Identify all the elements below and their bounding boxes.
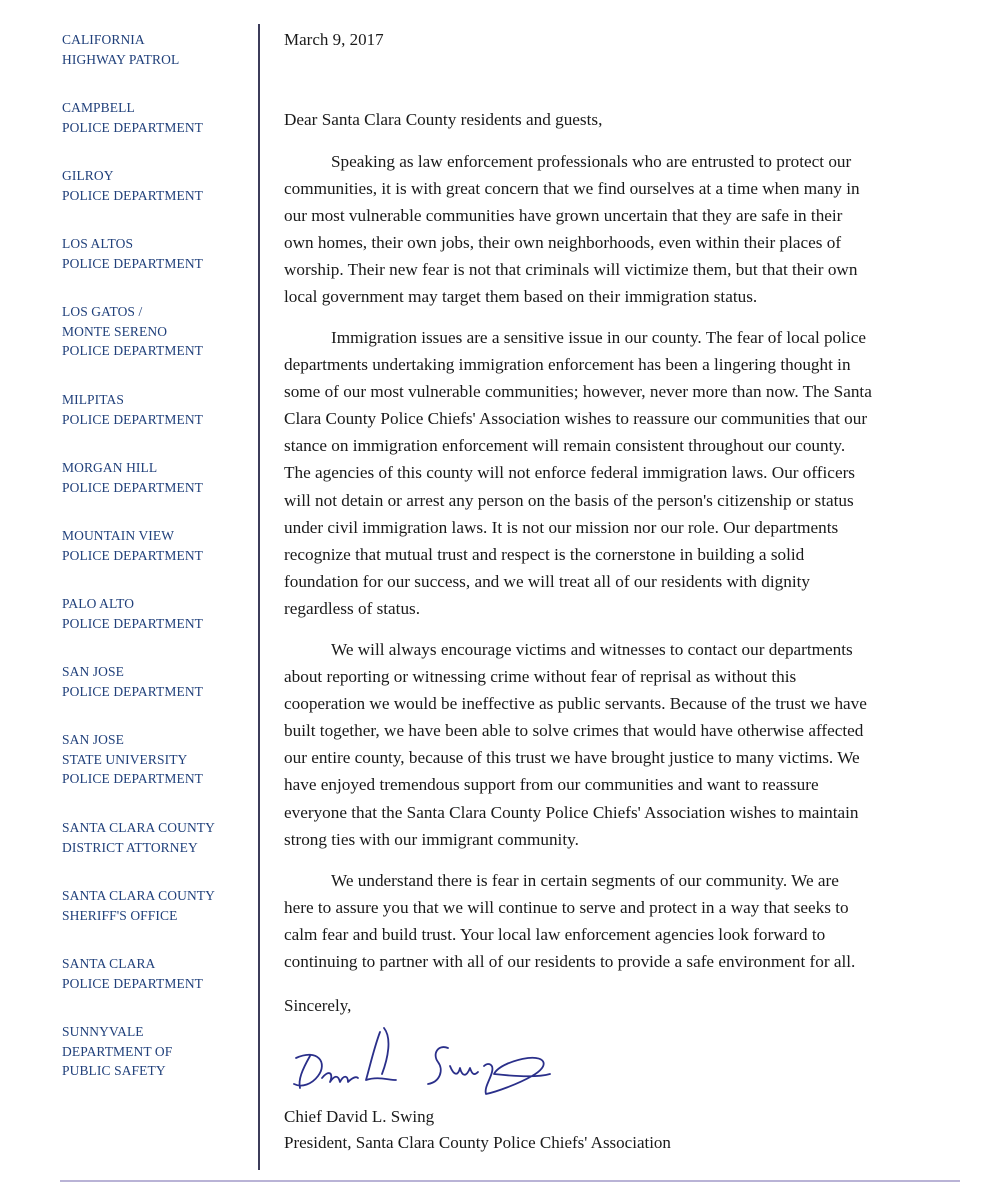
paragraph-line: recognize that mutual trust and respect is the cornerstone in building a solid (284, 544, 805, 564)
agency-line: POLICE DEPARTMENT (62, 255, 204, 271)
paragraph-line: worship. Their new fear is not that criminals will victimize them, but that their own (284, 260, 858, 280)
paragraph-line: here to assure you that we will continue to serve and protect in a way that seeks to (284, 898, 849, 918)
agency-entry (62, 234, 203, 273)
paragraph-line: stance on immigration enforcement will remain consistent throughout our county. (284, 436, 846, 456)
agency-line: POLICE DEPARTMENT (62, 479, 204, 495)
agency-line: MILPITAS (62, 392, 124, 407)
paragraph-line: Speaking as law enforcement professionals who are entrusted to protect our (331, 152, 852, 171)
vertical-divider (258, 24, 260, 1170)
agency-line: SUNNYVALE (62, 1024, 144, 1039)
agency-entry (62, 458, 203, 497)
paragraph-line: local government may target them based on their immigration status. (284, 287, 758, 307)
agency-line: POLICE DEPARTMENT (62, 771, 204, 786)
paragraph-line: departments undertaking immigration enforcement has been a lingering thought in (284, 355, 851, 375)
agency-entry (62, 662, 203, 701)
paragraph-line: calm fear and build trust. Your local law enforcement agencies look forward to (284, 925, 826, 945)
agency-line: STATE UNIVERSITY (62, 751, 188, 767)
agency-line: GILROY (62, 168, 114, 183)
bottom-rule (60, 1180, 960, 1182)
paragraph-line: under civil immigration laws. It is not our mission nor our role. Our departments (284, 517, 839, 537)
agency-line: MORGAN HILL (62, 460, 158, 475)
agency-line: SANTA CLARA (62, 956, 156, 971)
agency-line: PUBLIC SAFETY (62, 1063, 166, 1078)
agency-line: POLICE DEPARTMENT (62, 343, 204, 358)
agency-line: POLICE DEPARTMENT (62, 975, 204, 991)
agency-line: SHERIFF'S OFFICE (62, 907, 178, 923)
agency-entry (62, 594, 203, 633)
paragraph-line: our entire county, because of this trust we have brought justice to many victims. We (284, 748, 860, 768)
agency-line: POLICE DEPARTMENT (62, 615, 204, 631)
agency-entry (62, 526, 203, 565)
letter-date: March 9, 2017 (284, 30, 384, 49)
agency-line: LOS ALTOS (62, 236, 134, 251)
agency-line: POLICE DEPARTMENT (62, 119, 204, 135)
agency-line: SANTA CLARA COUNTY (62, 820, 215, 835)
agency-line: SANTA CLARA COUNTY (62, 888, 215, 903)
agency-entry (62, 954, 203, 993)
paragraph-line: Clara County Police Chiefs' Association wishes to reassure our communities that our (284, 409, 868, 429)
agency-entry (62, 818, 215, 857)
agency-entry (62, 98, 203, 137)
agency-line: POLICE DEPARTMENT (62, 187, 204, 203)
paragraph-line: Immigration issues are a sensitive issue in our county. The fear of local police (331, 328, 867, 347)
body-paragraph (284, 867, 934, 975)
paragraph-line: continuing to partner with all of our residents to provide a safe environment for all. (284, 952, 856, 972)
agency-line: POLICE DEPARTMENT (62, 547, 204, 563)
paragraph-line: will not detain or arrest any person on the basis of the person's citizenship or status (284, 490, 854, 510)
agency-line: MONTE SERENO (62, 323, 168, 339)
agency-line: PALO ALTO (62, 596, 135, 611)
agency-entry (62, 730, 203, 789)
agency-line: CALIFORNIA (62, 32, 145, 47)
signer-name: Chief David L. Swing (284, 1107, 435, 1126)
agency-line: POLICE DEPARTMENT (62, 411, 204, 427)
paragraph-line: have enjoyed tremendous support from our communities and want to reassure (284, 775, 819, 795)
agency-line: CAMPBELL (62, 100, 135, 115)
body-paragraph (284, 148, 934, 311)
paragraph-line: The agencies of this county will not enforce federal immigration laws. Our officers (284, 463, 855, 483)
agency-entry (62, 886, 215, 925)
agency-line: LOS GATOS / (62, 304, 143, 319)
agency-line: POLICE DEPARTMENT (62, 683, 204, 699)
agency-entry (62, 30, 179, 69)
signature-image (288, 1018, 558, 1098)
closing: Sincerely, (284, 996, 352, 1015)
paragraph-line: foundation for our success, and we will treat all of our residents with dignity (284, 571, 811, 591)
paragraph-line: regardless of status. (284, 598, 421, 618)
signer-title: President, Santa Clara County Police Chiefs' Association (284, 1133, 671, 1152)
agency-line: DISTRICT ATTORNEY (62, 839, 198, 855)
body-paragraph (284, 636, 934, 853)
agency-line: SAN JOSE (62, 732, 124, 747)
agency-line: SAN JOSE (62, 664, 124, 679)
paragraph-line: our most vulnerable communities have grown uncertain that they are safe in their (284, 206, 843, 226)
salutation: Dear Santa Clara County residents and guests, (284, 110, 603, 129)
agency-entry (62, 1022, 172, 1081)
paragraph-line: built together, we have been able to solve crimes that would have otherwise affected (284, 721, 864, 741)
paragraph-line: everyone that the Santa Clara County Police Chiefs' Association wishes to maintain (284, 802, 859, 822)
agency-line: HIGHWAY PATROL (62, 51, 180, 67)
agency-line: MOUNTAIN VIEW (62, 528, 175, 543)
paragraph-line: some of our most vulnerable communities; however, never more than now. The Santa (284, 382, 872, 402)
paragraph-line: We will always encourage victims and witnesses to contact our departments (331, 640, 853, 659)
agency-entry (62, 166, 203, 205)
agency-line: DEPARTMENT OF (62, 1043, 173, 1059)
paragraph-line: own homes, their own jobs, their own neighborhoods, even within their places of (284, 233, 842, 253)
paragraph-line: We understand there is fear in certain segments of our community. We are (331, 871, 839, 890)
paragraph-line: communities, it is with great concern that we find ourselves at a time when many in (284, 179, 860, 199)
agency-entry (62, 302, 203, 361)
paragraph-line: about reporting or witnessing crime without fear of reprisal as without this (284, 667, 797, 687)
paragraph-line: strong ties with our immigrant community. (284, 829, 579, 849)
agency-entry (62, 390, 203, 429)
paragraph-line: cooperation we would be ineffective as public servants. Because of the trust we have (284, 694, 867, 714)
body-paragraph (284, 324, 934, 622)
